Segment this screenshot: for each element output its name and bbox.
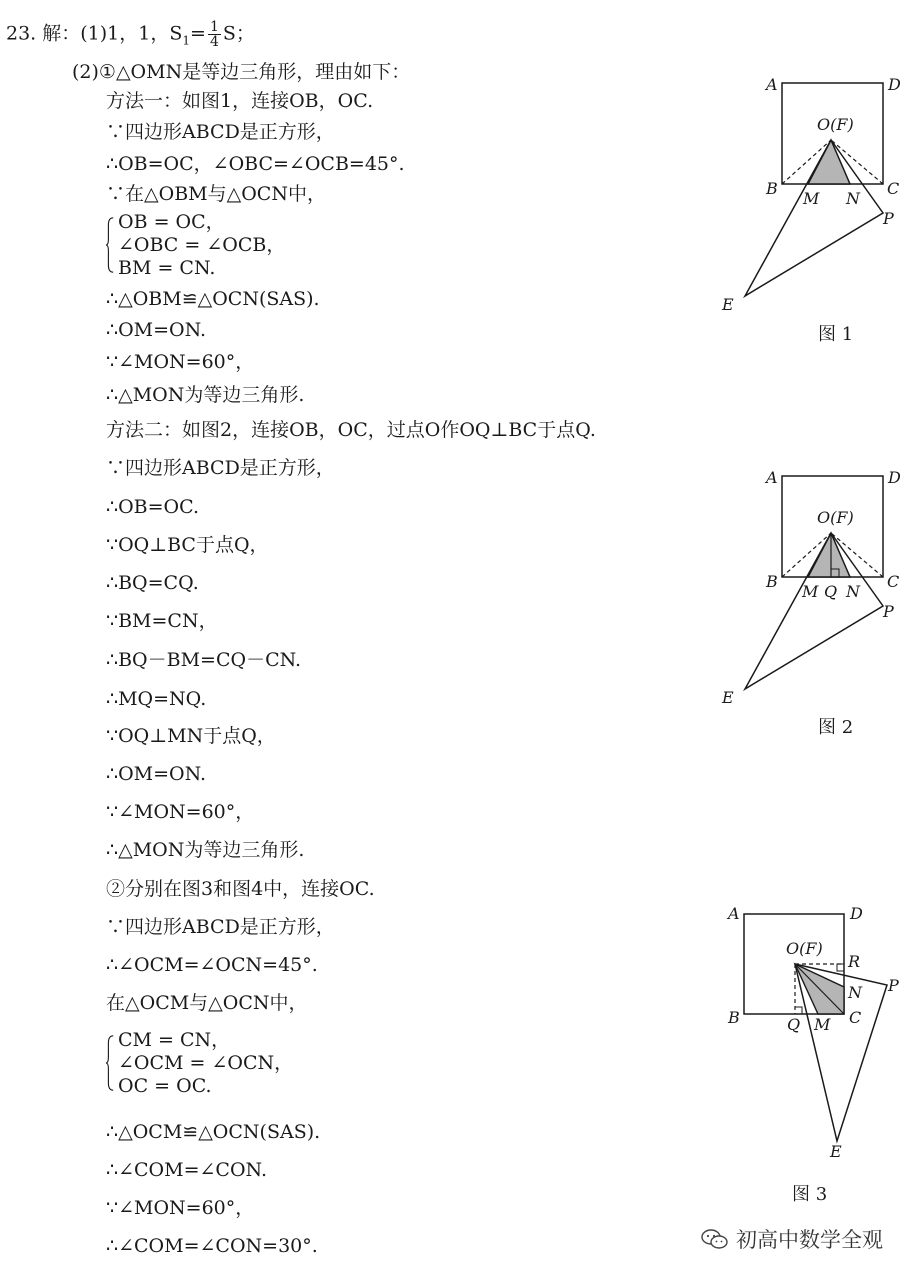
figure-1 xyxy=(700,70,910,320)
label-M: M xyxy=(814,1015,831,1034)
label-C: C xyxy=(887,179,900,198)
label-P: P xyxy=(883,209,894,228)
text-line: ∴△OBM≌△OCN(SAS). xyxy=(106,288,320,310)
label-E: E xyxy=(722,688,734,707)
label-O: O(F) xyxy=(786,939,823,958)
text-line: ∵在△OBM与△OCN中， xyxy=(106,183,326,205)
text-line: 方法一：如图1，连接OB，OC. xyxy=(106,90,374,112)
text-line: ∴OM=ON. xyxy=(106,763,207,785)
text-line: ∴BQ=CQ. xyxy=(106,572,199,594)
label-O: O(F) xyxy=(817,115,854,134)
text-line: ∵四边形ABCD是正方形， xyxy=(106,457,335,479)
text-line: ∴OM=ON. xyxy=(106,319,207,341)
watermark-text: 初高中数学全观 xyxy=(736,1228,883,1252)
label-A: A xyxy=(766,468,778,487)
system-1-row-3: BM = CN. xyxy=(118,257,216,279)
text-line: ∵四边形ABCD是正方形， xyxy=(106,916,335,938)
text-line: ∴∠OCM=∠OCN=45°. xyxy=(106,954,318,976)
text-line: ∵BM=CN， xyxy=(106,610,218,632)
part1-eq: = xyxy=(190,22,206,45)
text-line: ∴△MON为等边三角形. xyxy=(106,384,305,406)
left-brace-icon xyxy=(106,1028,114,1098)
figure-2-diagram xyxy=(700,463,910,713)
label-N: N xyxy=(846,582,860,601)
label-D: D xyxy=(888,468,901,487)
figure-2 xyxy=(700,463,910,713)
label-B: B xyxy=(766,572,778,591)
text-line: ∵OQ⊥MN于点Q， xyxy=(106,725,276,747)
text-line: ∴BQ－BM=CQ－CN. xyxy=(106,649,302,671)
label-B: B xyxy=(728,1008,740,1027)
label-C: C xyxy=(849,1008,862,1027)
label-R: R xyxy=(848,952,861,971)
figure-1-caption: 图 1 xyxy=(818,324,854,345)
text-line: ②分别在图3和图4中，连接OC. xyxy=(106,878,375,900)
text-line: ∵OQ⊥BC于点Q， xyxy=(106,534,269,556)
label-D: D xyxy=(888,75,901,94)
label-P: P xyxy=(888,976,899,995)
label-Q: Q xyxy=(787,1015,801,1034)
text-line: (2)①△OMN是等边三角形，理由如下： xyxy=(72,61,411,83)
text-line: ∴MQ=NQ. xyxy=(106,688,207,710)
label-M: M xyxy=(802,582,819,601)
watermark xyxy=(700,1224,883,1254)
system-2-row-1: CM = CN， xyxy=(118,1029,231,1051)
label-O: O(F) xyxy=(817,508,854,527)
label-E: E xyxy=(722,295,734,314)
label-Q: Q xyxy=(824,582,838,601)
answer-part1 xyxy=(6,20,255,52)
system-2-row-3: OC = OC. xyxy=(118,1075,212,1097)
text-line: ∴△MON为等边三角形. xyxy=(106,839,305,861)
figure-3-caption: 图 3 xyxy=(792,1184,828,1205)
fraction-denominator: 4 xyxy=(209,34,219,50)
label-D: D xyxy=(850,904,863,923)
label-N: N xyxy=(848,983,862,1002)
left-brace-icon xyxy=(106,210,114,280)
part1-subscript: 1 xyxy=(182,33,191,48)
label-N: N xyxy=(846,189,860,208)
text-line: ∵∠MON=60°， xyxy=(106,801,255,823)
system-1-row-2: ∠OBC = ∠OCB， xyxy=(118,234,286,256)
figure-2-caption: 图 2 xyxy=(818,717,854,738)
fraction-numerator: 1 xyxy=(209,19,219,35)
label-C: C xyxy=(887,572,900,591)
label-A: A xyxy=(766,75,778,94)
label-E: E xyxy=(830,1142,842,1161)
text-line: ∵四边形ABCD是正方形， xyxy=(106,121,335,143)
text-line: 在△OCM与△OCN中， xyxy=(106,992,308,1014)
figure-3-diagram xyxy=(700,897,910,1177)
text-line: ∴OB=OC，∠OBC=∠OCB=45°. xyxy=(106,153,405,175)
text-line: ∴△OCM≌△OCN(SAS). xyxy=(106,1121,321,1143)
system-1-row-1: OB = OC， xyxy=(118,211,225,233)
label-M: M xyxy=(803,189,820,208)
wechat-icon xyxy=(700,1227,730,1251)
part1-label: 23. 解：(1)1，1，S xyxy=(6,22,183,45)
label-B: B xyxy=(766,179,778,198)
text-line: ∴∠COM=∠CON. xyxy=(106,1159,267,1181)
fraction-one-quarter xyxy=(208,20,221,49)
text-line: ∵∠MON=60°， xyxy=(106,351,255,373)
text-line: ∴∠COM=∠CON=30°. xyxy=(106,1235,318,1257)
label-A: A xyxy=(728,904,740,923)
label-P: P xyxy=(883,602,894,621)
text-line: ∴OB=OC. xyxy=(106,496,200,518)
text-line: ∵∠MON=60°， xyxy=(106,1197,255,1219)
system-2-row-2: ∠OCM = ∠OCN， xyxy=(118,1052,294,1074)
text-line: 方法二：如图2，连接OB，OC，过点O作OQ⊥BC于点Q. xyxy=(106,419,596,441)
figure-1-diagram xyxy=(700,70,910,320)
part1-tail: S； xyxy=(222,22,255,45)
figure-3 xyxy=(700,897,910,1177)
